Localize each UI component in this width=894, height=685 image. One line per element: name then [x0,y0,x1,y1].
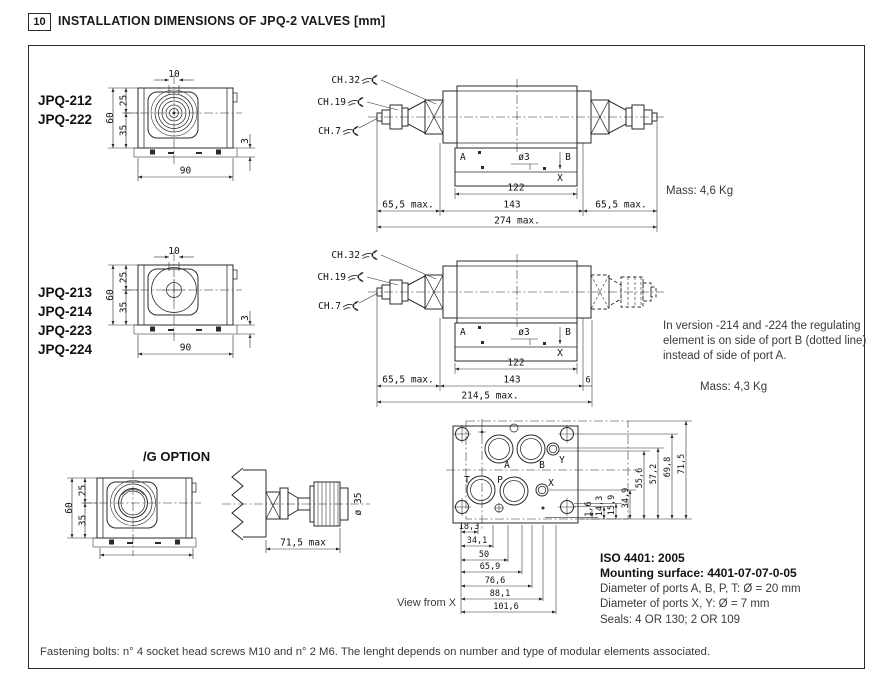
dim-label: 3 [240,315,251,321]
dim-left-stack [64,478,97,538]
dim-label: 18,3 [458,522,480,532]
dim-label: 15,9 [607,494,617,516]
port-x-label: X [548,478,554,489]
port-a-label: A [504,460,510,471]
dim-label: 1,6 [584,501,594,517]
dim-label: 60 [64,502,75,514]
dim-3 [237,311,255,348]
mass-mid: Mass: 4,3 Kg [700,381,768,393]
dim-label: 3 [240,138,251,144]
dim-label: 50 [478,550,490,560]
dia3-label: ø3 [518,152,530,163]
mass-top: Mass: 4,6 Kg [666,185,734,197]
dim-label: 35 [118,124,130,137]
wrench-callouts [317,75,436,137]
port-block [455,323,577,361]
wrench-icon [343,302,358,311]
wrench-32-label: CH.32 [331,75,360,86]
g-option-side-view [222,468,370,553]
dim-label: 60 [105,289,116,301]
g-option-front-view [64,470,201,559]
view-from-x-caption: View from X [397,597,457,609]
wrench-7-label: CH.7 [318,301,341,312]
dim-label: 274 max. [494,215,540,227]
port-y-label: Y [559,455,565,466]
wrench-7-label: CH.7 [318,126,341,137]
dim-90 [138,335,233,358]
section-number: 10 [28,13,51,31]
dim-label: 122 [507,357,525,369]
dim-label: 34,9 [621,487,631,509]
port-a-label: A [460,327,466,338]
dim-label: 10 [168,69,180,80]
dim-label: 25 [118,94,130,107]
port-x-label: X [557,173,563,184]
model-label: JPQ-223 [38,323,93,338]
wrench-19-label: CH.19 [317,272,346,283]
dim-label: 214,5 max. [461,390,519,402]
port-a-label: A [460,152,466,163]
dim-label: 65,5 max. [382,199,434,211]
seals-spec: Seals: 4 OR 130; 2 OR 109 [600,613,740,626]
wrench-32-label: CH.32 [331,250,360,261]
dim-label: 25 [77,484,89,497]
port-t-label: T [464,475,470,486]
front-view-top [105,69,255,181]
wrench-callouts [317,250,436,312]
port-x-label: X [557,348,563,359]
dim-label: 90 [179,165,192,177]
port-b-label: B [565,327,571,338]
side-view-mid [317,250,664,407]
front-view-mid [105,246,255,358]
dim-label: 57,2 [649,463,659,485]
model-label: JPQ-222 [38,112,93,127]
dim-label: 71,5 max [280,537,326,549]
dim-label: 6 [585,375,591,386]
dim-label: ø 35 [353,492,364,516]
side-view-top [317,75,664,232]
model-label: JPQ-224 [38,342,93,357]
dim-label: 122 [507,182,525,194]
wrench-icon [362,76,377,85]
dim-label: 143 [503,199,521,211]
dim-label: 10 [168,246,180,257]
dim-left-stack [105,88,138,148]
dim-90 [138,158,233,181]
g-option-title: /G OPTION [143,449,211,464]
bottom-dim-ladder [459,522,556,614]
iso-standard: ISO 4401: 2005 [600,551,685,565]
wrench-19-label: CH.19 [317,97,346,108]
dim-left-stack [105,265,138,325]
dim-label: 14,3 [595,495,605,517]
port-p-label: P [497,475,503,486]
dim-label: 143 [503,374,521,386]
dim-label: 35 [118,301,130,314]
dim-label: 65,9 [479,562,501,572]
footer-note: Fastening bolts: n° 4 socket head screws M10 and n° 2 M6. The lenght depends on number and type of modular elements associated. [40,646,711,658]
dia3-label: ø3 [518,327,530,338]
mounting-surface-view [446,419,692,614]
dim-3 [237,134,255,171]
wrench-icon [343,127,358,136]
dim-label: 88,1 [489,589,511,599]
port-b-label: B [539,460,545,471]
port-b-label: B [565,152,571,163]
dim-label: 34,1 [466,536,488,546]
page-title: INSTALLATION DIMENSIONS OF JPQ-2 VALVES [mm] [58,14,386,28]
model-label: JPQ-214 [38,304,93,319]
port-block [455,148,577,186]
dim-label: 90 [179,342,192,354]
dim-label: 69,8 [663,456,673,478]
wrench-icon [348,273,363,282]
ports-diameter-main: Diameter of ports A, B, P, T: Ø = 20 mm [600,582,801,595]
dim-label: 71,5 [677,453,687,475]
dim-label: 55,6 [635,467,645,489]
dim-label: 76,6 [484,576,506,586]
dim-label: 65,5 max. [382,374,434,386]
dim-label: 101,6 [493,602,519,612]
version-note: In version -214 and -224 the regulating element is on side of port B (dotted line) instead of side of port A. [663,320,867,362]
model-label: JPQ-213 [38,285,93,300]
wrench-icon [348,98,363,107]
ports-diameter-xy: Diameter of ports X, Y: Ø = 7 mm [600,598,770,611]
dim-label: 60 [105,112,116,124]
wrench-icon [362,251,377,260]
model-label: JPQ-212 [38,93,93,108]
dim-label: 65,5 max. [595,199,647,211]
dim-label: 35 [77,514,89,527]
dim-label: 25 [118,271,130,284]
mounting-surface: Mounting surface: 4401-07-07-0-05 [600,566,797,581]
